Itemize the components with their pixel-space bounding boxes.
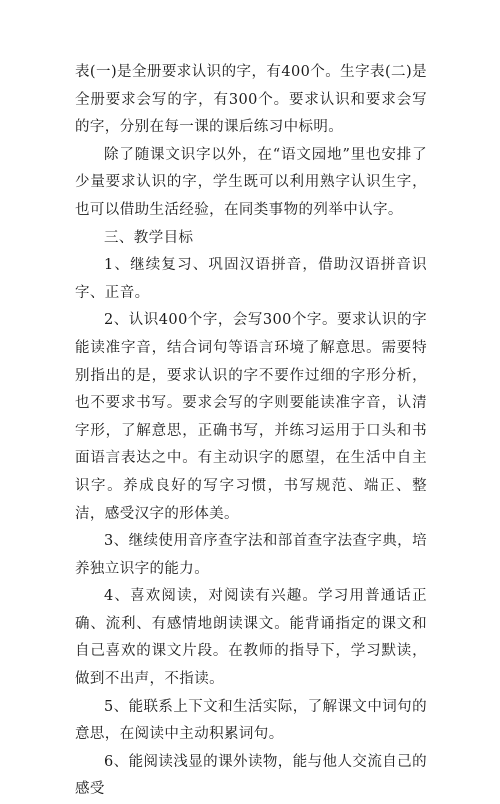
section-heading-teaching-goals: 三、教学目标	[104, 229, 194, 246]
goal-item-6: 6、能阅读浅显的课外读物，能与他人交流自己的感受	[75, 753, 427, 798]
paragraph-literacy-garden: 除了随课文识字以外，在“语文园地”里也安排了少量要求认识的字，学生既可以利用熟字认识生字，也可以借助生活经验，在同类事物的列举中认字。	[75, 146, 427, 218]
document-body	[75, 59, 427, 804]
goal-item-4: 4、喜欢阅读，对阅读有兴趣。学习用普通话正确、流利、有感情地朗读课文。能背诵指定的课文和自己喜欢的课文片段。在教师的指导下，学习默读，做到不出声，不指读。	[75, 588, 427, 688]
goal-item-1: 1、继续复习、巩固汉语拼音，借助汉语拼音识字、正音。	[75, 257, 427, 301]
goal-item-3: 3、继续使用音序查字法和部首查字法查字典，培养独立识字的能力。	[75, 533, 427, 577]
goal-item-5: 5、能联系上下文和生活实际，了解课文中词句的意思，在阅读中主动积累词句。	[75, 698, 427, 743]
paragraph-character-tables: 表(一)是全册要求认识的字，有400个。生字表(二)是全册要求会写的字，有300个。要求认识和要求会写的字，分别在每一课的课后练习中标明。	[75, 64, 427, 136]
goal-item-2: 2、认识400个字，会写300个字。要求认识的字能读准字音，结合词句等语言环境了解意思。需要特别指出的是，要求认识的字不要作过细的字形分析，也不要求书写。要求会写的字则要能读准字音，认清字形，了解意思，正确书写，并练习运用于口头和书面语言表达之中。有主动识字的愿望，在生活中自主识字。养成良好的写字习惯，书写规范、端正、整洁，感受汉字的形体美。	[75, 312, 427, 522]
